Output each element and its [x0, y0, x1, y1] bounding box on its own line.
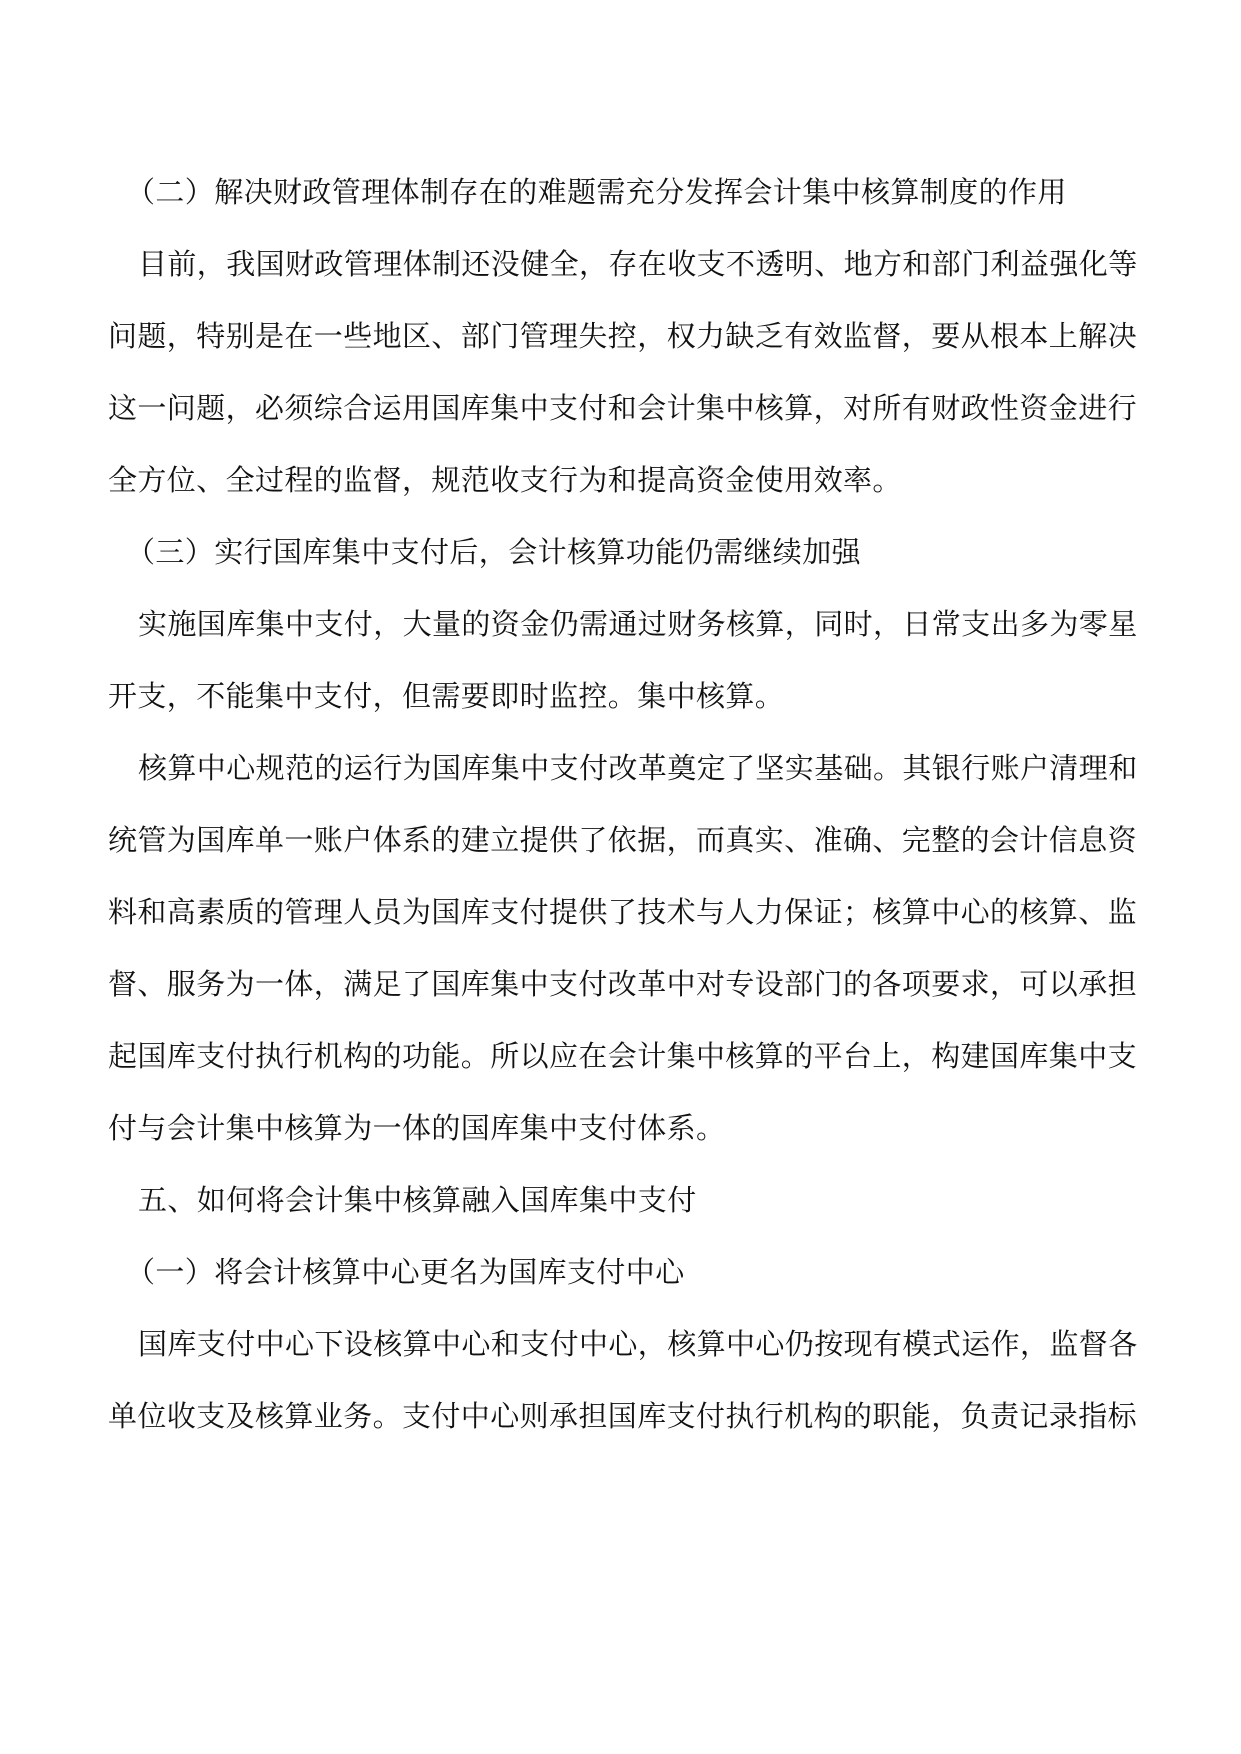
paragraph-line: 问题，特别是在一些地区、部门管理失控，权力缺乏有效监督，要从根本上解决	[108, 319, 1138, 353]
paragraph-line: 付与会计集中核算为一体的国库集中支付体系。	[108, 1111, 726, 1145]
heading-section-5: 五、如何将会计集中核算融入国库集中支付	[138, 1183, 697, 1217]
paragraph-line: 核算中心规范的运行为国库集中支付改革奠定了坚实基础。其银行账户清理和	[138, 751, 1138, 785]
paragraph-line: 实施国库集中支付，大量的资金仍需通过财务核算，同时，日常支出多为零星	[138, 607, 1138, 641]
paragraph-line: 这一问题，必须综合运用国库集中支付和会计集中核算，对所有财政性资金进行	[108, 391, 1138, 425]
heading-subsection-1: （一）将会计核算中心更名为国库支付中心	[126, 1255, 685, 1289]
paragraph-line: 全方位、全过程的监督，规范收支行为和提高资金使用效率。	[108, 463, 902, 497]
paragraph-line: 国库支付中心下设核算中心和支付中心，核算中心仍按现有模式运作，监督各	[138, 1327, 1138, 1361]
heading-section-3: （三）实行国库集中支付后，会计核算功能仍需继续加强	[126, 535, 862, 569]
paragraph-line: 单位收支及核算业务。支付中心则承担国库支付执行机构的职能，负责记录指标	[108, 1399, 1138, 1433]
paragraph-line: 统管为国库单一账户体系的建立提供了依据，而真实、准确、完整的会计信息资	[108, 823, 1138, 857]
heading-section-2: （二）解决财政管理体制存在的难题需充分发挥会计集中核算制度的作用	[126, 175, 1067, 209]
paragraph-line: 目前，我国财政管理体制还没健全，存在收支不透明、地方和部门利益强化等	[138, 247, 1138, 281]
paragraph-line: 督、服务为一体，满足了国库集中支付改革中对专设部门的各项要求，可以承担	[108, 967, 1138, 1001]
paragraph-line: 起国库支付执行机构的功能。所以应在会计集中核算的平台上，构建国库集中支	[108, 1039, 1138, 1073]
paragraph-line: 开支，不能集中支付，但需要即时监控。集中核算。	[108, 679, 785, 713]
paragraph-line: 料和高素质的管理人员为国库支付提供了技术与人力保证；核算中心的核算、监	[108, 895, 1138, 929]
